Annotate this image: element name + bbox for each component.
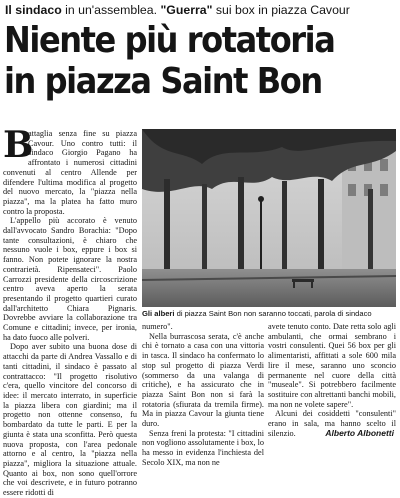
photo-image [142, 129, 396, 307]
square-trees-photo [142, 129, 396, 307]
kicker-tail: sui box in piazza Cavour [212, 3, 350, 17]
column-paragraph: Alcuni dei cosiddetti "consulenti" erano in sala, ma hanno scelto il silenzio. [268, 409, 396, 438]
caption-text: di piazza Saint Bon non saranno toccati, parola di sindaco [174, 309, 372, 318]
photo-caption [142, 309, 396, 319]
lead-text: attaglia senza fine su piazza Cavour. Uno contro tutti: il sindaco Giorgio Pagano ha affrontato i numerosi cittadini convenuti al centro Allende per difendere l'ultima modifica al progetto del nuovo mercato, la "piazza nella piazza", ma la platea ha fatto muro contro la proposta. [3, 129, 137, 216]
lead-paragraph [3, 124, 137, 216]
headline-line-2: in piazza Saint Bon [4, 61, 322, 102]
caption-bold: Gli alberi [142, 309, 175, 318]
kicker-quote: "Guerra" [160, 3, 213, 17]
column-paragraph: numero". [142, 322, 173, 331]
article-paragraph-2: L'appello più accorato è venuto dall'avvocato Sandro Borachia: "Dopo tante consultazioni, è chiaro che nessuno vuole i box, eppure i box si fanno. Non potete ignorare la nostra contrarietà. Ripensateci". Paolo Carrozzi presidente della circoscrizione centro aveva aperto la serata presentando il progetto quartieri curato dall'architetto Chiara Pignaris. Dovrebbe avviare la collaborazione tra Comune e cittadini; invece, per ironia, ha dato fuoco alle polveri. [3, 216, 137, 342]
right-text [268, 322, 396, 438]
article-paragraph-3: Dopo aver subito una buona dose di attacchi da parte di Andrea Vassallo e di tanti cittadini, il sindaco è passato al contrattacco: "Il progetto risolutivo c'era, quello vincitore del concorso di idee: il mercato interrato, in superficie la piazza libera con giardini; ma il progetto non ottenne consenso, fu bombardato da tutte le parti. E per la giunta è stata una sconfitta. Però questa nuova proposta, con l'area pedonale attorno e al centro, la "piazza nella piazza", migliora la situazione attuale. Quanto ai box, non sono quell'orrore che voi descrivete, e in futuro potranno essere ridotti di [3, 342, 137, 498]
article-column-middle [142, 322, 264, 467]
drop-cap: B [3, 124, 34, 166]
column-paragraph: Senza freni la protesta: "I cittadini non vogliono assolutamente i box, lo ha messo in evidenza l'inchiesta del Secolo XIX, ma non ne [142, 428, 264, 467]
byline: Alberto Albonetti [325, 428, 394, 438]
headline [4, 20, 355, 102]
headline-line-1: Niente più rotatoria [4, 20, 335, 61]
middle-text [142, 322, 264, 468]
kicker-text: in un'assemblea. [61, 3, 161, 17]
kicker [5, 3, 397, 17]
kicker-subject: Il sindaco [5, 3, 62, 17]
column-paragraph: Nella burrascosa serata, c'è anche chi è tornato a casa con una vittoria in tasca. Il sindaco ha confermato lo stop sul progetto di piazza Verdi (sommerso da una valanga di critiche), e ha assicurato che in piazza Saint Bon non si farà la rotatoria (sfiurata da tremila firme). Ma in piazza Cavour la giunta tiene duro. [142, 331, 264, 429]
article-column-left [3, 124, 137, 498]
column-paragraph: avete tenuto conto. Date retta solo agli ambulanti, che ormai sembrano i vostri consulenti. Quei 56 box per gli alimentaristi, affittati a sole 600 mila lire il mese, saranno uno sconcio permanente nel cuore della città "museale". Si potrebbero facilmente sostituire con altrettanti banchi mobili, ma non ne volete sapere". [268, 322, 396, 409]
